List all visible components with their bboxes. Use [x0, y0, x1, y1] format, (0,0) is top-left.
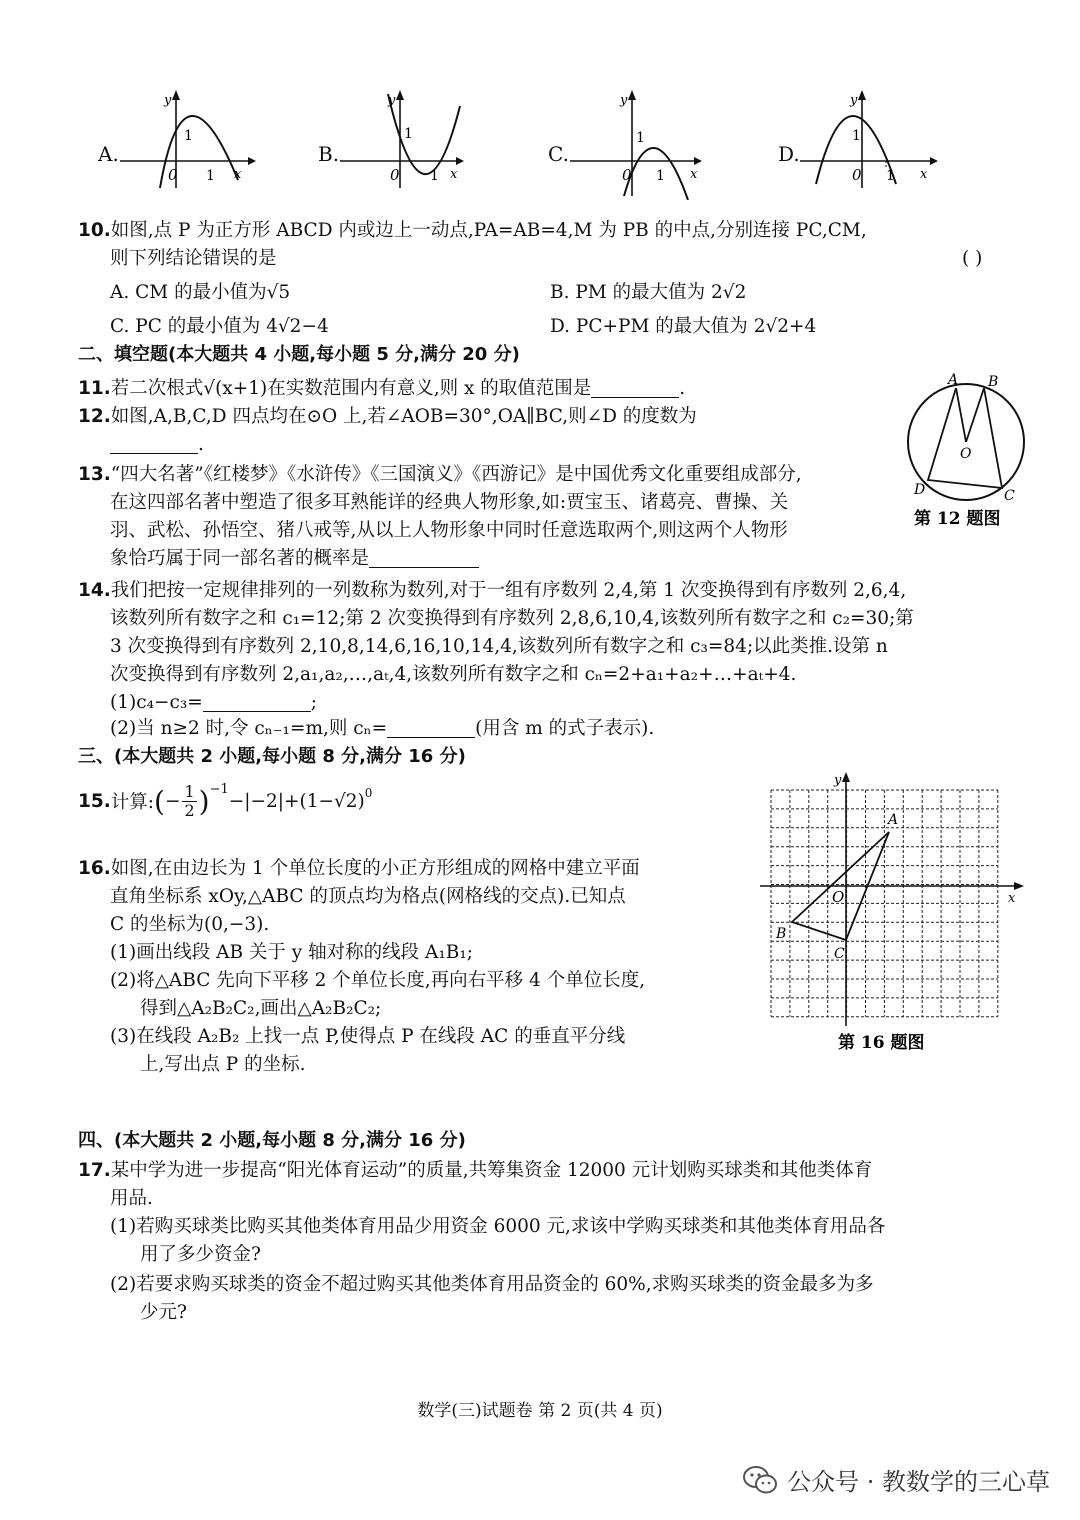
- q16-line3: C 的坐标为(0,−3).: [110, 914, 270, 935]
- graph-d: [800, 88, 950, 190]
- svg-text:O: O: [832, 888, 845, 906]
- svg-text:0: 0: [168, 166, 178, 184]
- q10-line1: 10.如图,点 P 为正方形 ABCD 内或边上一动点,PA=AB=4,M 为 PB 的中点,分别连接 PC,CM,: [78, 220, 867, 241]
- svg-text:B: B: [988, 374, 999, 390]
- svg-text:x: x: [690, 167, 698, 182]
- q12-blank: [110, 433, 198, 454]
- graph-b: [340, 88, 480, 190]
- svg-text:1: 1: [184, 128, 193, 144]
- q10-option-d: D. PC+PM 的最大值为 2√2+4: [550, 316, 817, 337]
- q12: 12.如图,A,B,C,D 四点均在⊙O 上,若∠AOB=30°,OA∥BC,则∠D 的度数为: [78, 406, 697, 427]
- q11: 11.若二次根式√(x+1)在实数范围内有意义,则 x 的取值范围是 .: [78, 378, 686, 399]
- q14-line1: 14.我们把按一定规律排列的一列数称为数列,对于一组有序数列 2,4,第 1 次变换得到有序数列 2,6,4,: [78, 580, 907, 601]
- svg-text:A: A: [948, 372, 959, 388]
- q16-part2b: 得到△A₂B₂C₂,画出△A₂B₂C₂;: [140, 998, 382, 1019]
- graph-c: [570, 88, 710, 200]
- q13-line1: 13.“四大名著”《红楼梦》《水浒传》《三国演义》《西游记》是中国优秀文化重要组成部分,: [78, 464, 802, 485]
- q13-blank: [369, 547, 479, 568]
- svg-text:1: 1: [636, 130, 645, 146]
- svg-text:1: 1: [852, 128, 861, 144]
- svg-text:1: 1: [886, 168, 895, 184]
- svg-text:y: y: [850, 93, 858, 108]
- option-b-label: B.: [318, 142, 340, 166]
- q14-blank1: [203, 691, 311, 712]
- svg-text:x: x: [450, 167, 458, 182]
- wechat-icon: [743, 1465, 777, 1495]
- svg-text:x: x: [234, 167, 242, 182]
- figure-12: [900, 368, 1040, 532]
- y-label: y: [164, 93, 172, 108]
- svg-text:B: B: [776, 926, 787, 942]
- section-4-heading: 四、(本大题共 2 小题,每小题 8 分,满分 16 分): [78, 1130, 466, 1151]
- q16-part2a: (2)将△ABC 先向下平移 2 个单位长度,再向右平移 4 个单位长度,: [110, 970, 646, 991]
- q14-blank2: [387, 717, 475, 738]
- q15-fraction: $\frac{1}{2}$: [184, 781, 195, 820]
- svg-text:x: x: [1008, 891, 1016, 906]
- svg-text:1: 1: [206, 168, 215, 184]
- svg-text:1: 1: [656, 168, 665, 184]
- q14-line4: 次变换得到有序数列 2,a₁,a₂,…,aₜ,4,该数列所有数字之和 cₙ=2+a₁+a₂+…+aₜ+4.: [110, 664, 797, 685]
- graph-a: [120, 88, 260, 190]
- q17-part2a: (2)若要求购买球类的资金不超过购买其他类体育用品资金的 60%,求购买球类的资金最多为多: [110, 1274, 874, 1295]
- q10-option-b: B. PM 的最大值为 2√2: [550, 282, 747, 303]
- svg-text:1: 1: [404, 126, 413, 142]
- figure-16-caption: 第 16 题图: [838, 1033, 925, 1050]
- q13-line2: 在这四部名著中塑造了很多耳熟能详的经典人物形象,如:贾宝玉、诸葛亮、曹操、关: [110, 492, 789, 513]
- page-footer: 数学(三)试题卷 第 2 页(共 4 页): [417, 1401, 663, 1421]
- q16-part3a: (3)在线段 A₂B₂ 上找一点 P,使得点 P 在线段 AC 的垂直平分线: [110, 1026, 626, 1047]
- q16-line1: 16.如图,在由边长为 1 个单位长度的小正方形组成的网格中建立平面: [78, 858, 640, 879]
- svg-text:0: 0: [390, 166, 400, 184]
- svg-text:0: 0: [622, 166, 632, 184]
- q10-line2: 则下列结论错误的是: [110, 248, 277, 269]
- section-3-heading: 三、(本大题共 2 小题,每小题 8 分,满分 16 分): [78, 746, 466, 767]
- q16-part1: (1)画出线段 AB 关于 y 轴对称的线段 A₁B₁;: [110, 942, 474, 963]
- watermark: [743, 1462, 1050, 1497]
- section-2-heading: 二、填空题(本大题共 4 小题,每小题 5 分,满分 20 分): [78, 344, 520, 365]
- option-c-label: C.: [548, 142, 569, 166]
- svg-text:y: y: [620, 93, 628, 108]
- q10-answer-paren: ( ): [962, 248, 983, 269]
- q17-part2b: 少元?: [140, 1302, 187, 1323]
- q17-part1a: (1)若购买球类比购买其他类体育用品少用资金 6000 元,求该中学购买球类和其他类体育用品各: [110, 1216, 886, 1237]
- q12-blank-line: .: [110, 432, 204, 458]
- q16-part3b: 上,写出点 P 的坐标.: [140, 1054, 306, 1075]
- q16-line2: 直角坐标系 xOy,△ABC 的顶点均为格点(网格线的交点).已知点: [110, 886, 626, 907]
- svg-text:O: O: [960, 446, 972, 462]
- svg-text:x: x: [920, 167, 928, 182]
- q13-line4: 象恰巧属于同一部名著的概率是: [110, 546, 479, 572]
- q14-line2: 该数列所有数字之和 c₁=12;第 2 次变换得到有序数列 2,8,6,10,4,该数列所有数字之和 c₂=30;第: [110, 608, 914, 629]
- q17-part1b: 用了多少资金?: [140, 1244, 261, 1265]
- svg-text:y: y: [388, 93, 396, 108]
- option-d-label: D.: [778, 142, 800, 166]
- q14-line3: 3 次变换得到有序数列 2,10,8,14,6,16,10,14,4,该数列所有数字之和 c₃=84;以此类推.设第 n: [110, 636, 888, 657]
- watermark-text: 公众号 · 教数学的三心草: [787, 1468, 1050, 1496]
- svg-text:A: A: [888, 812, 899, 828]
- svg-text:C: C: [1004, 488, 1015, 504]
- q10-option-c: C. PC 的最小值为 4√2−4: [110, 316, 329, 337]
- q10-option-a: A. CM 的最小值为√5: [110, 282, 291, 303]
- option-a-label: A.: [98, 142, 119, 166]
- svg-text:0: 0: [852, 166, 862, 184]
- q14-part1: (1)c₄−c₃= ;: [110, 692, 317, 713]
- q13-line3: 羽、武松、孙悟空、猪八戒等,从以上人物形象中同时任意选取两个,则这两个人物形: [110, 520, 788, 541]
- q17-line1: 17.某中学为进一步提高“阳光体育运动”的质量,共筹集资金 12000 元计划购买球类和其他类体育: [78, 1160, 873, 1181]
- svg-text:D: D: [914, 482, 926, 498]
- svg-text:1: 1: [430, 168, 439, 184]
- svg-text:y: y: [834, 773, 842, 788]
- q11-blank: [591, 377, 679, 398]
- q17-line2: 用品.: [110, 1188, 153, 1209]
- q15: 15. 计算: ( − $\frac{1}{2}$ ) $^{-1}$ −|−2|+(1−√2) $^0$: [78, 781, 373, 820]
- svg-text:C: C: [834, 946, 845, 962]
- figure-12-caption: 第 12 题图: [914, 509, 1001, 529]
- figure-16-grid: [760, 770, 1030, 1050]
- q14-part2: (2)当 n≥2 时,令 cₙ₋₁=m,则 cₙ= (用含 m 的式子表示).: [110, 718, 655, 739]
